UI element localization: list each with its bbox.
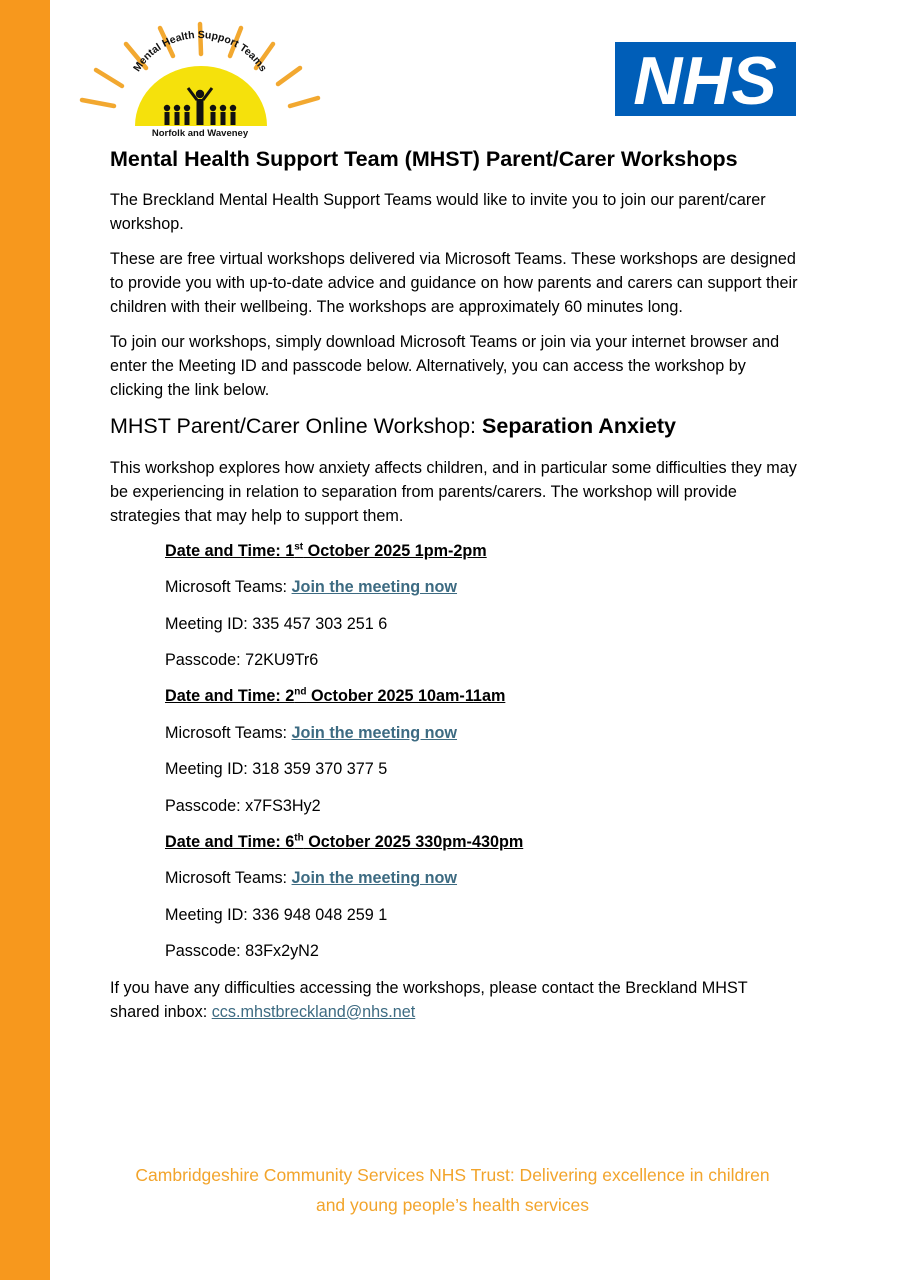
footer-line: Cambridgeshire Community Services NHS Trust: Delivering excellence in children — [135, 1165, 770, 1185]
session-meeting-id: Meeting ID: 318 359 370 377 5 — [165, 760, 388, 779]
page-title: Mental Health Support Team (MHST) Parent/Carer Workshops — [110, 147, 738, 171]
workshop-name: Separation Anxiety — [482, 413, 676, 438]
contact-email-link[interactable]: ccs.mhstbreckland@nhs.net — [211, 1002, 416, 1021]
join-meeting-link[interactable]: Join the meeting now — [291, 869, 458, 888]
session-date-time: Date and Time: 2nd October 2025 10am-11am — [165, 687, 506, 706]
workshop-heading: MHST Parent/Carer Online Workshop: Separation Anxiety — [110, 413, 676, 438]
logo-arc-text: Mental Health Support Teams — [131, 28, 270, 74]
nhs-logo-text: NHS — [633, 43, 777, 116]
footer-line: and young people’s health services — [315, 1195, 590, 1215]
main-content — [110, 146, 800, 1035]
join-meeting-link[interactable]: Join the meeting now — [291, 578, 458, 597]
session-passcode: Passcode: 83Fx2yN2 — [165, 942, 319, 961]
join-meeting-link[interactable]: Join the meeting now — [291, 723, 458, 742]
intro-paragraph: The Breckland Mental Health Support Teams would like to invite you to join our parent/carer workshop. — [110, 190, 766, 233]
logo-sub-text: Norfolk and Waveney — [151, 128, 249, 139]
session-list — [165, 539, 800, 963]
intro-paragraph: To join our workshops, simply download Microsoft Teams or join via your internet browser and enter the Meeting ID and passcode below. Alternatively, you can access the workshop by clicking the link below. — [110, 332, 780, 399]
session-date-time: Date and Time: 1st October 2025 1pm-2pm — [165, 541, 487, 560]
session-meeting-id: Meeting ID: 335 457 303 251 6 — [165, 614, 388, 633]
session-teams-row: Microsoft Teams: Join the meeting now — [165, 578, 458, 597]
footer-tagline — [60, 1160, 845, 1220]
session-date-time: Date and Time: 6th October 2025 330pm-430pm — [165, 832, 524, 851]
session-teams-row: Microsoft Teams: Join the meeting now — [165, 723, 458, 742]
orange-side-bar — [0, 0, 50, 1280]
nhs-logo — [615, 42, 796, 116]
workshop-description: This workshop explores how anxiety affects children, and in particular some difficulties they may be experiencing in relation to separation from parents/carers. The workshop will provide strategies that may help to support them. — [110, 458, 797, 525]
contact-paragraph: If you have any difficulties accessing the workshops, please contact the Breckland MHST shared inbox: ccs.mhstbreckland@nhs.net — [110, 978, 748, 1021]
session-meeting-id: Meeting ID: 336 948 048 259 1 — [165, 905, 388, 924]
session-passcode: Passcode: x7FS3Hy2 — [165, 796, 321, 815]
session-passcode: Passcode: 72KU9Tr6 — [165, 651, 319, 670]
intro-paragraph: These are free virtual workshops delivered via Microsoft Teams. These workshops are designed to provide you with up-to-date advice and guidance on how parents and carers can support their children with their wellbeing. The workshops are approximately 60 minutes long. — [110, 249, 798, 316]
mhst-logo — [78, 18, 322, 140]
session-teams-row: Microsoft Teams: Join the meeting now — [165, 869, 458, 888]
